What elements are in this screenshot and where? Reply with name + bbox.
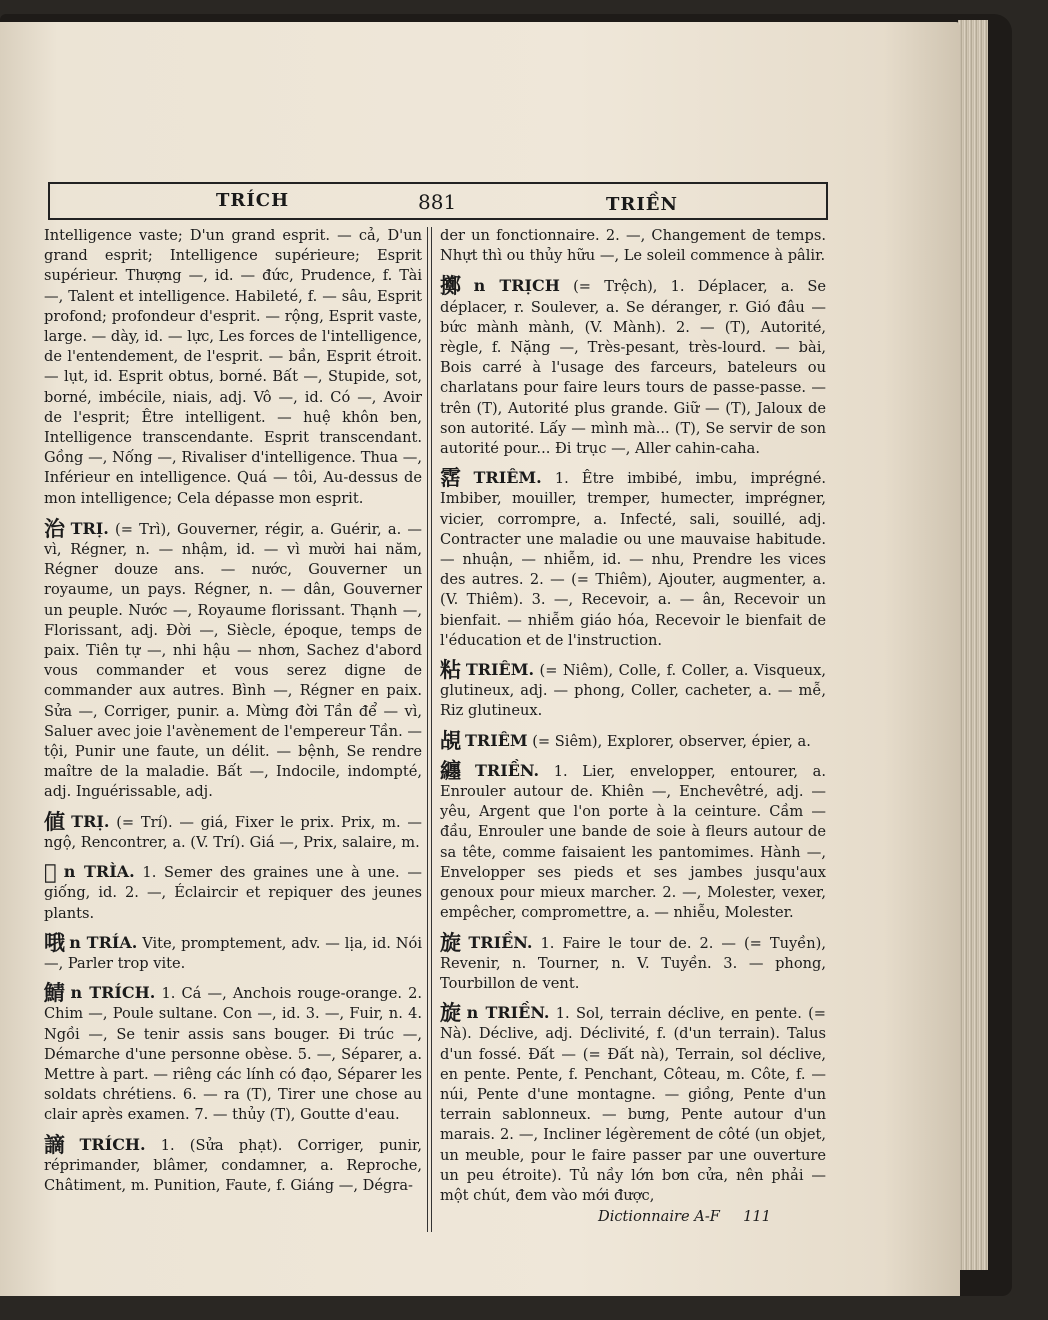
entry-headword: n TRÌA. <box>63 862 135 882</box>
column-divider <box>427 227 432 1232</box>
page-edges <box>958 20 988 1270</box>
entry-definition: 1. Lier, envelopper, entourer, a. Enrouler autour de. Khiên —, Enchevêtré, adj. — yêu, Argent que l'on porte à la ceinture. Cầm — đầu, Enrouler une bande de soie à fleurs autour de sa tête, comme faisaient les pantomimes. Hành —, Envelopper ses pieds et ses jambes jusqu'aux genoux pour mieux marcher. 2. —, Molester, vexer, empêcher, compromettre, a. — nhiễu, Molester. <box>440 762 827 922</box>
dictionary-entry <box>44 808 423 853</box>
dictionary-entry <box>440 273 827 459</box>
dictionary-entry <box>44 929 423 974</box>
dictionary-entry <box>44 1131 423 1197</box>
header-left-word: TRÍCH <box>216 190 290 211</box>
entry-headword: TRÍCH. <box>79 1134 146 1154</box>
entry-headword: TRỊ. <box>70 518 109 538</box>
entry-character: 旋 <box>440 1000 463 1026</box>
entry-character: 治 <box>44 515 67 541</box>
entry-definition: 1. Sol, terrain déclive, en pente. (= Nà). Déclive, adj. Déclivité, f. (d'un terrain). Talus d'un fossé. Đất — (= Đất nà), Terrain, sol déclive, en pente. Pente, f. Penchant, Côteau, m. Côte, f. — núi, Pente d'une montagne. — giồng, Pente d'un terrain sablonneux. — bưng, Pente autour d'un marais. 2. —, Incliner légèrement de côté (un objet, un meuble, pour le faire passer par une ouverture un peu étroite). Tủ nầy lớn bơn cửa, nên phải — một chút, đem vào mới được, <box>440 1005 827 1204</box>
entry-character: 𢬣 <box>44 859 60 885</box>
entry-character: 霑 <box>440 465 470 491</box>
entry-headword: TRIỀN. <box>468 932 533 952</box>
entry-headword: TRIỀN. <box>475 760 540 780</box>
entry-character: 鯖 <box>44 980 67 1006</box>
dictionary-entry <box>440 1000 827 1206</box>
entry-headword: n TRÍA. <box>69 932 138 952</box>
left-column <box>44 226 422 1205</box>
header-right-word: TRIỀN <box>606 194 678 215</box>
running-header <box>48 182 828 220</box>
entry-definition: 1. Faire le tour de. 2. — (= Tuyền), Revenir, n. Tourner, n. V. Tuyền. 3. — phong, Tourbillon de vent. <box>440 934 827 992</box>
entry-definition: Vite, promptement, adv. — lịa, id. Nói —, Parler trop vite. <box>44 934 423 972</box>
dictionary-entry <box>44 859 423 924</box>
entry-character: 擲 <box>440 273 470 299</box>
right-column <box>440 226 826 1215</box>
entry-headword: n TRIỀN. <box>466 1003 550 1023</box>
footer-sheet-number: 111 <box>743 1208 771 1225</box>
dictionary-entry <box>44 980 423 1125</box>
entry-character: 謫 <box>44 1131 76 1157</box>
entry-definition: (= Trí). — giá, Fixer le prix. Prix, m. — ngộ, Rencontrer, a. (V. Trí). Giá —, Prix, salaire, m. <box>44 813 423 851</box>
entry-character: 纏 <box>440 757 472 783</box>
entry-definition: 1. Être imbibé, imbu, imprégné. Imbiber, mouiller, tremper, humecter, imprégner, vicier, corrompre, a. Infecté, sali, souillé, adj. Contracter une maladie ou une mauvaise habitude. — nhuận, — nhiễm, id. — nhu, Prendre les vices des autres. 2. — (= Thiêm), Ajouter, augmenter, a. (V. Thiêm). 3. —, Recevoir, a. — ân, Recevoir un bienfait. — nhiễm giáo hóa, Recevoir le bienfait de l'éducation et de l'instruction. <box>440 470 827 649</box>
page-number: 881 <box>418 190 457 214</box>
dictionary-entry <box>44 226 422 509</box>
entry-character: 覘 <box>440 727 461 753</box>
dictionary-entry <box>440 757 827 924</box>
page-footer <box>598 1208 771 1225</box>
dictionary-page <box>0 22 960 1296</box>
entry-definition: 1. Cá —, Anchois rouge-orange. 2. Chim —, Poule sultane. Con —, id. 3. —, Fuir, n. 4. Ngồi —, Se tenir assis sans bouger. Đi trúc —, Démarche d'une personne obèse. 5. —, Séparer, a. Mettre à part. — riêng các lính có đạo, Séparer les soldats chrétiens. 6. — ra (T), Tirer une chose au clair après examen. 7. — thủy (T), Goutte d'eau. <box>44 985 423 1124</box>
entry-character: 旋 <box>440 929 465 955</box>
entry-character: 値 <box>44 808 68 834</box>
entry-definition: (= Siêm), Explorer, observer, épier, a. <box>532 732 811 750</box>
dictionary-entry <box>440 657 826 722</box>
entry-definition: 1. (Sửa phạt). Corriger, punir, réprimander, blâmer, condamner, a. Reproche, Châtiment, m. Punition, Faute, f. Giáng —, Dégra- <box>44 1136 423 1194</box>
entry-headword: TRIÊM. <box>465 660 535 680</box>
dictionary-entry <box>440 465 827 651</box>
entry-definition: der un fonctionnaire. 2. —, Changement de temps. Nhựt thì ou thủy hữu —, Le soleil commence à pâlir. <box>440 227 826 265</box>
entry-definition: (= Trệch), 1. Déplacer, a. Se déplacer, r. Soulever, a. Se déranger, r. Gió đâu — bức mành mành, (V. Mành). 2. — (T), Autorité, règle, f. Nặng —, Très-pesant, très-lourd. — bài, Bois carré à l'usage des farceurs, bateleurs ou charlatans pour faire leurs tours de passe-passe. — trên (T), Autorité plus grande. Giữ — (T), Jaloux de son autorité. Lấy — mình mà... (T), Se servir de son autorité pour... Đi trục —, Aller cahin-caha. <box>440 278 827 458</box>
dictionary-entry <box>440 727 826 753</box>
entry-headword: n TRÍCH. <box>70 983 156 1003</box>
footer-signature: Dictionnaire A-F <box>598 1208 720 1225</box>
entry-headword: n TRỊCH <box>473 276 560 296</box>
entry-definition: Intelligence vaste; D'un grand esprit. — cả, D'un grand esprit; Intelligence supérieure; Esprit supérieur. Thượng —, id. — đức, Prudence, f. Tài —, Talent et intelligence. Habileté, f. — sâu, Esprit profond; profondeur d'esprit. — rộng, Esprit vaste, large. — dày, id. — lực, Les forces de l'intelligence, de l'entendement, de l'esprit. — bần, Esprit étroit. — lụt, id. Esprit obtus, borné. Bất —, Stupide, sot, borné, imbécile, niais, adj. Vô —, id. Có —, Avoir de l'esprit; Être intelligent. — huệ khôn ben, Intelligence transcendante. Esprit transcendant. Gồng —, Nống —, Rivaliser d'intelligence. Thua —, Inférieur en intelligence. Quá — tôi, Au-dessus de mon intelligence; Cela dépasse mon esprit. <box>44 227 422 507</box>
entry-headword: TRIÊM. <box>473 468 542 488</box>
dictionary-entry <box>440 226 826 266</box>
dictionary-entry <box>440 929 827 995</box>
entry-definition: 1. Semer des graines une à une. — giống, id. 2. —, Éclaircir et repiquer des jeunes plants. <box>44 864 423 922</box>
entry-headword: TRIÊM <box>465 730 528 750</box>
entry-definition: (= Trì), Gouverner, régir, a. Guérir, a. — vì, Régner, n. — nhậm, id. — vì mười hai năm, Régner douze ans. — nước, Gouverner un royaume, un pays. Régner, n. — dân, Gouverner un peuple. Nước —, Royaume florissant. Thạnh —, Florissant, adj. Đời —, Siècle, époque, temps de paix. Tiên tự —, nhi hậu — nhơn, Sachez d'abord vous commander et vous serez digne de commander aux autres. Bình —, Régner en paix. Sửa —, Corriger, punir. a. Mừng đời Tần để — vì, Saluer avec joie l'avènement de l'empereur Tần. — tội, Punir une faute, un délit. — bệnh, Se rendre maître de la maladie. Bất —, Indocile, indompté, adj. Inguérissable, adj. <box>44 520 423 801</box>
entry-headword: TRỊ. <box>71 811 110 831</box>
entry-character: 哦 <box>44 929 66 955</box>
dictionary-entry <box>44 515 423 803</box>
entry-definition: (= Niêm), Colle, f. Coller, a. Visqueux, glutineux, adj. — phong, Coller, cacheter, a. — mễ, Riz glutineux. <box>440 662 826 720</box>
entry-character: 粘 <box>440 657 462 683</box>
